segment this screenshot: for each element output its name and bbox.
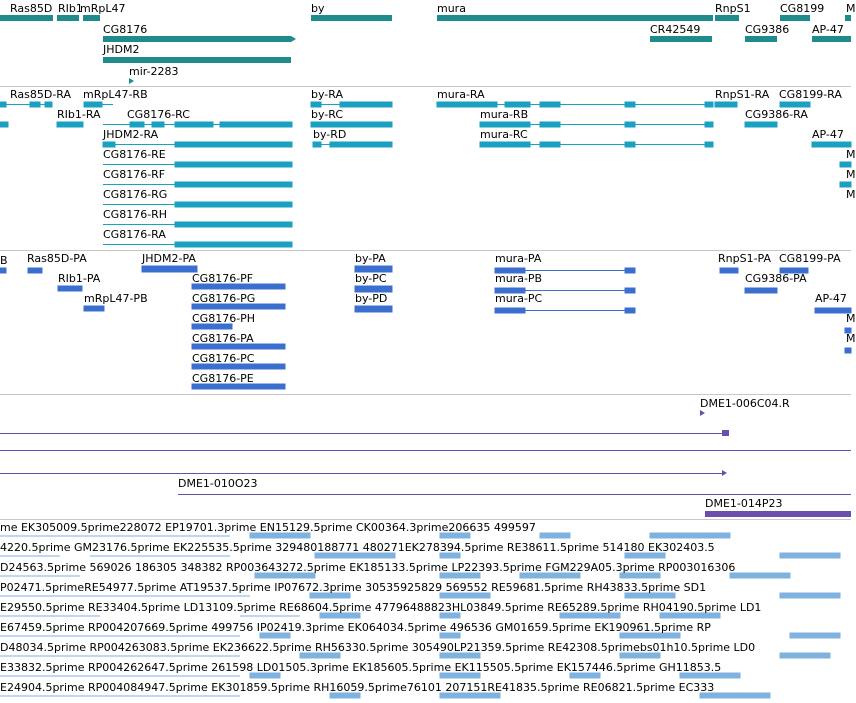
transcript-label[interactable]: M: [846, 168, 856, 181]
transcript-label[interactable]: RnpS1-RA: [715, 88, 770, 101]
protein-label[interactable]: by-PC: [355, 272, 387, 285]
gene-glyph[interactable]: [812, 36, 851, 42]
gene-label[interactable]: CG8199: [780, 2, 825, 15]
gene-glyph[interactable]: [83, 15, 100, 21]
clone-glyph[interactable]: [178, 494, 851, 495]
transcript-track: [0, 87, 856, 250]
protein-label[interactable]: JHDM2-PA: [142, 252, 196, 265]
transcript-label[interactable]: M: [846, 188, 856, 201]
gene-label[interactable]: JHDM2: [103, 43, 140, 56]
protein-label[interactable]: M: [846, 332, 856, 345]
transcript-label[interactable]: by-RC: [311, 108, 344, 121]
gene-glyph[interactable]: [0, 15, 53, 21]
protein-label[interactable]: mura-PA: [495, 252, 542, 265]
transcript-label[interactable]: CG9386-RA: [745, 108, 808, 121]
gene-glyph[interactable]: [311, 15, 392, 21]
est-row-label[interactable]: me EK305009.5prime228072 EP19701.3prime EN15129.5prime CK00364.3prime206635 499597: [0, 521, 536, 534]
clone-glyph[interactable]: [0, 450, 851, 451]
clone-end: [722, 430, 729, 436]
transcript-label[interactable]: CG8176-RA: [103, 228, 166, 241]
gene-glyph[interactable]: [650, 36, 712, 42]
protein-label[interactable]: B: [0, 254, 8, 267]
gene-glyph[interactable]: [103, 57, 291, 63]
protein-label[interactable]: mura-PC: [495, 292, 543, 305]
protein-label[interactable]: by-PA: [355, 252, 386, 265]
est-row-label[interactable]: E67459.5prime RP004207669.5prime 499756 IP02419.3prime EK064034.5prime 496536 GM01659.5prime EK190961.5prime RP: [0, 621, 711, 634]
gene-label[interactable]: CR42549: [650, 23, 701, 36]
clone-glyph[interactable]: [0, 433, 726, 434]
protein-label[interactable]: mura-PB: [495, 272, 543, 285]
gene-label[interactable]: mir-2283: [129, 65, 179, 78]
transcript-label[interactable]: mRpL47-RB: [83, 88, 148, 101]
protein-track: [0, 251, 856, 394]
est-row-label[interactable]: E24904.5prime RP004084947.5prime EK301859.5prime RH16059.5prime76101 207151RE41835.5prime RE06821.5prime EC333: [0, 681, 715, 694]
protein-label[interactable]: Ras85D-PA: [27, 252, 87, 265]
protein-label[interactable]: M: [846, 312, 856, 325]
est-row-label[interactable]: 4220.5prime GM23176.5prime EK225535.5prime 329480188771 480271EK278394.5prime RE38611.5prime 514180 EK302403.5: [0, 541, 715, 554]
clone-glyph[interactable]: [0, 473, 724, 474]
clone-label[interactable]: DME1-006C04.R: [700, 397, 790, 410]
protein-label[interactable]: CG9386-PA: [745, 272, 807, 285]
strand-arrow-icon: [291, 36, 296, 42]
protein-label[interactable]: CG8176-PG: [192, 292, 256, 305]
transcript-label[interactable]: CG8176-RH: [103, 208, 168, 221]
transcript-label[interactable]: Ras85D-RA: [10, 88, 72, 101]
protein-label[interactable]: CG8176-PE: [192, 372, 254, 385]
gene-label[interactable]: AP-47: [812, 23, 844, 36]
protein-label[interactable]: CG8176-PF: [192, 272, 254, 285]
transcript-label[interactable]: M: [846, 148, 856, 161]
protein-label[interactable]: by-PD: [355, 292, 388, 305]
transcript-label[interactable]: by-RA: [311, 88, 343, 101]
gene-label[interactable]: M: [846, 2, 856, 15]
gene-label[interactable]: CG8176: [103, 23, 148, 36]
transcript-label[interactable]: RIb1-RA: [57, 108, 101, 121]
transcript-label[interactable]: CG8176-RE: [103, 148, 166, 161]
gene-label[interactable]: CG9386: [745, 23, 790, 36]
gene-label[interactable]: Ras85D: [10, 2, 53, 15]
gene-glyph[interactable]: [845, 15, 851, 21]
protein-label[interactable]: CG8176-PA: [192, 332, 254, 345]
protein-label[interactable]: RnpS1-PA: [718, 252, 772, 265]
gene-label[interactable]: mRpL47: [80, 2, 126, 15]
protein-label[interactable]: CG8199-PA: [779, 252, 841, 265]
est-row-label[interactable]: D48034.5prime RP004263083.5prime EK236622.5prime RH56330.5prime 305490LP21359.5prime RE42308.5primebs01h10.5prime LD0: [0, 641, 756, 654]
gene-glyph[interactable]: [437, 15, 713, 21]
gene-glyph[interactable]: [745, 36, 777, 42]
transcript-label[interactable]: AP-47: [812, 128, 844, 141]
protein-glyphs: [0, 251, 851, 394]
clone-track: [0, 395, 851, 519]
gene-glyph[interactable]: [715, 15, 739, 21]
protein-label[interactable]: CG8176-PC: [192, 352, 255, 365]
transcript-label[interactable]: CG8176-RF: [103, 168, 166, 181]
transcript-label[interactable]: mura-RC: [480, 128, 528, 141]
gene-label[interactable]: by: [311, 2, 325, 15]
strand-arrow-icon: [129, 78, 134, 84]
gene-label[interactable]: RnpS1: [715, 2, 751, 15]
clone-label[interactable]: DME1-014P23: [705, 497, 783, 510]
gene-label[interactable]: mura: [437, 2, 466, 15]
gene-glyph[interactable]: [103, 36, 291, 42]
transcript-label[interactable]: by-RD: [313, 128, 347, 141]
transcript-label[interactable]: JHDM2-RA: [103, 128, 159, 141]
strand-arrow-icon: [722, 470, 727, 476]
est-track: [0, 520, 851, 703]
protein-label[interactable]: AP-47: [815, 292, 847, 305]
transcript-label[interactable]: mura-RA: [437, 88, 485, 101]
protein-label[interactable]: mRpL47-PB: [84, 292, 148, 305]
gene-track: [0, 0, 856, 86]
protein-label[interactable]: CG8176-PH: [192, 312, 256, 325]
gene-label[interactable]: RIb1: [58, 2, 83, 15]
est-row-label[interactable]: D24563.5prime 569026 186305 348382 RP003643272.5prime EK185133.5prime LP22393.5prime FGM229A05.3prime RP003016306: [0, 561, 736, 574]
strand-arrow-icon: [700, 410, 705, 416]
gene-glyph[interactable]: [57, 15, 79, 21]
transcript-label[interactable]: CG8199-RA: [779, 88, 842, 101]
clone-glyph[interactable]: [705, 511, 851, 517]
transcript-label[interactable]: CG8176-RC: [127, 108, 190, 121]
est-row-label[interactable]: E29550.5prime RE33404.5prime LD13109.5prime RE68604.5prime 47796488823HL03849.5prime RE65289.5prime RH04190.5prime LD1: [0, 601, 762, 614]
est-row-label[interactable]: P02471.5primeRE54977.5prime AT19537.5prime IP07672.3prime 30535925829 569552 RE59681.5prime RH43833.5prime SD1: [0, 581, 707, 594]
gene-glyph[interactable]: [780, 15, 810, 21]
clone-label[interactable]: DME1-010O23: [178, 477, 258, 490]
transcript-label[interactable]: mura-RB: [480, 108, 529, 121]
transcript-label[interactable]: CG8176-RG: [103, 188, 168, 201]
est-row-label[interactable]: E33832.5prime RP004262647.5prime 261598 LD01505.3prime EK185605.5prime EK115505.5prime EK157446.5prime GH11853.5: [0, 661, 722, 674]
protein-label[interactable]: RIb1-PA: [58, 272, 101, 285]
